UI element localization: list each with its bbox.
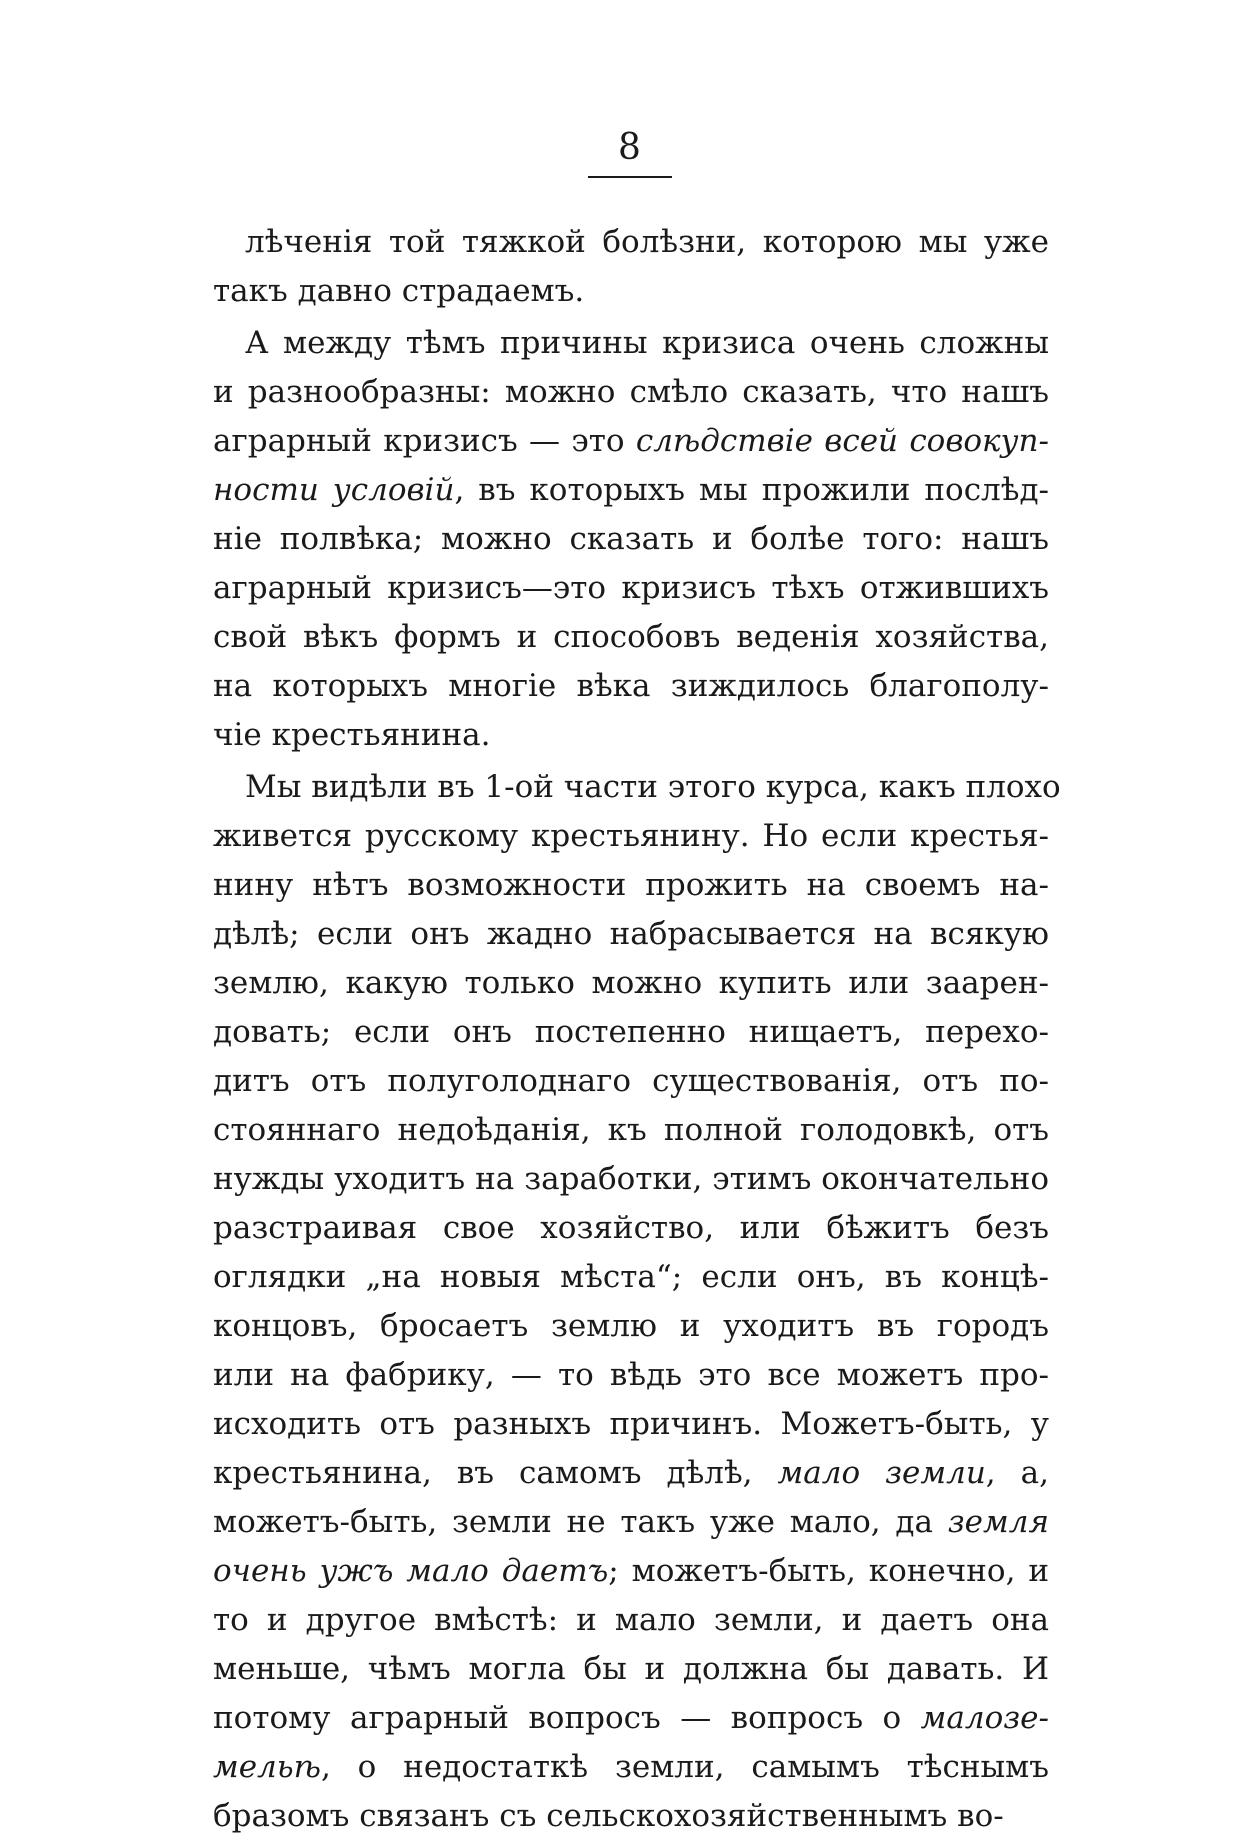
italic-emphasis: ности условій — [213, 472, 455, 508]
text-line — [213, 1449, 1049, 1498]
text-line — [213, 1106, 1049, 1155]
paragraph — [213, 763, 1061, 1841]
paragraph — [213, 319, 1049, 760]
page-number: 8 — [618, 127, 641, 168]
text-line — [213, 861, 1049, 910]
text-run: бразомъ связанъ съ сельскохозяйственнымъ во- — [213, 1798, 1004, 1834]
text-line — [213, 1400, 1049, 1449]
text-run: и разнообразны: можно смѣло сказать, что нашъ — [213, 374, 1049, 410]
text-run: крестьянина, въ самомъ дѣлѣ, — [213, 1455, 778, 1491]
text-run: землю, какую только можно купить или заарен- — [213, 965, 1049, 1001]
text-line — [213, 1302, 1049, 1351]
italic-emphasis: мало земли — [777, 1455, 986, 1491]
text-line — [213, 417, 1049, 466]
text-run: Мы видѣли въ 1-ой части этого курса, какъ плохо — [245, 769, 1061, 805]
text-run: оглядки „на новыя мѣста“; если онъ, въ концѣ- — [213, 1259, 1049, 1295]
text-run: ніе полвѣка; можно сказать и болѣе того: нашъ — [213, 521, 1049, 557]
text-run: стояннаго недоѣданія, къ полной голодовкѣ, отъ — [213, 1112, 1049, 1148]
text-run: меньше, чѣмъ могла бы и должна бы давать. И — [213, 1651, 1049, 1687]
text-run: такъ давно страдаемъ. — [213, 273, 585, 309]
italic-emphasis: слѣдствіе всей совокуп- — [635, 423, 1049, 459]
text-line — [213, 564, 1049, 613]
text-run: дитъ отъ полуголоднаго существованія, отъ по- — [213, 1063, 1049, 1099]
text-line — [213, 1155, 1049, 1204]
text-line — [213, 1547, 1049, 1596]
text-line — [213, 515, 1049, 564]
text-run: потому аграрный вопросъ — вопросъ о — [213, 1700, 921, 1736]
text-run: разстраивая свое хозяйство, или бѣжитъ безъ — [213, 1210, 1049, 1246]
italic-emphasis: земля — [947, 1504, 1049, 1540]
italic-emphasis: мельѣ — [213, 1749, 322, 1785]
text-run: то и другое вмѣстѣ: и мало земли, и даетъ она — [213, 1602, 1049, 1638]
text-run: нину нѣтъ возможности прожить на своемъ на- — [213, 867, 1049, 903]
text-line — [213, 1792, 1049, 1841]
text-run: исходить отъ разныхъ причинъ. Можетъ-быть, у — [213, 1406, 1049, 1442]
text-line — [213, 662, 1049, 711]
text-line — [213, 1204, 1049, 1253]
text-line — [213, 613, 1049, 662]
text-run: аграрный кризисъ — это — [213, 423, 636, 459]
text-line — [213, 319, 1049, 368]
text-run: лѣченія той тяжкой болѣзни, которою мы уже — [245, 224, 1049, 260]
text-run: нужды уходитъ на заработки, этимъ окончательно — [213, 1161, 1049, 1197]
text-line — [213, 1645, 1049, 1694]
paragraph — [213, 218, 1049, 316]
text-run: аграрный кризисъ—это кризисъ тѣхъ отжившихъ — [213, 570, 1049, 606]
text-run: свой вѣкъ формъ и способовъ веденія хозяйства, — [213, 619, 1049, 655]
text-line — [213, 1743, 1049, 1792]
text-line — [213, 1008, 1049, 1057]
body-text — [213, 218, 1061, 1841]
text-line — [213, 1596, 1049, 1645]
text-line — [213, 1498, 1049, 1547]
text-line — [213, 368, 1049, 417]
text-run: А между тѣмъ причины кризиса очень сложны — [245, 325, 1049, 361]
text-run: , о недостаткѣ земли, самымъ тѣснымъ — [321, 1749, 1049, 1785]
text-run: на которыхъ многіе вѣка зиждилось благополу- — [213, 668, 1049, 704]
text-line — [213, 1351, 1049, 1400]
text-line — [213, 1057, 1049, 1106]
text-line — [213, 1694, 1049, 1743]
text-line — [213, 466, 1049, 515]
text-line — [213, 812, 1049, 861]
page-number-rule — [588, 176, 672, 178]
text-run: живется русскому крестьянину. Но если крестья- — [213, 818, 1049, 854]
italic-emphasis: малозе- — [920, 1700, 1049, 1736]
italic-emphasis: очень ужъ мало даетъ — [213, 1553, 609, 1589]
text-run: , а, — [985, 1455, 1049, 1491]
text-line — [213, 910, 1049, 959]
text-line — [213, 959, 1049, 1008]
text-line — [213, 267, 1049, 316]
text-run: можетъ-быть, земли не такъ уже мало, да — [213, 1504, 948, 1540]
text-run: ; можетъ-быть, конечно, и — [608, 1553, 1049, 1589]
text-line — [213, 218, 1049, 267]
text-run: дѣлѣ; если онъ жадно набрасывается на всякую — [213, 916, 1049, 952]
text-run: довать; если онъ постепенно нищаетъ, перехо- — [213, 1014, 1049, 1050]
text-line — [213, 711, 1049, 760]
text-run: , въ которыхъ мы прожили послѣд- — [454, 472, 1049, 508]
text-line — [213, 763, 1061, 812]
text-run: концовъ, бросаетъ землю и уходитъ въ городъ — [213, 1308, 1049, 1344]
text-run: или на фабрику, — то вѣдь это все можетъ про- — [213, 1357, 1049, 1393]
text-line — [213, 1253, 1049, 1302]
text-run: чіе крестьянина. — [213, 717, 491, 753]
